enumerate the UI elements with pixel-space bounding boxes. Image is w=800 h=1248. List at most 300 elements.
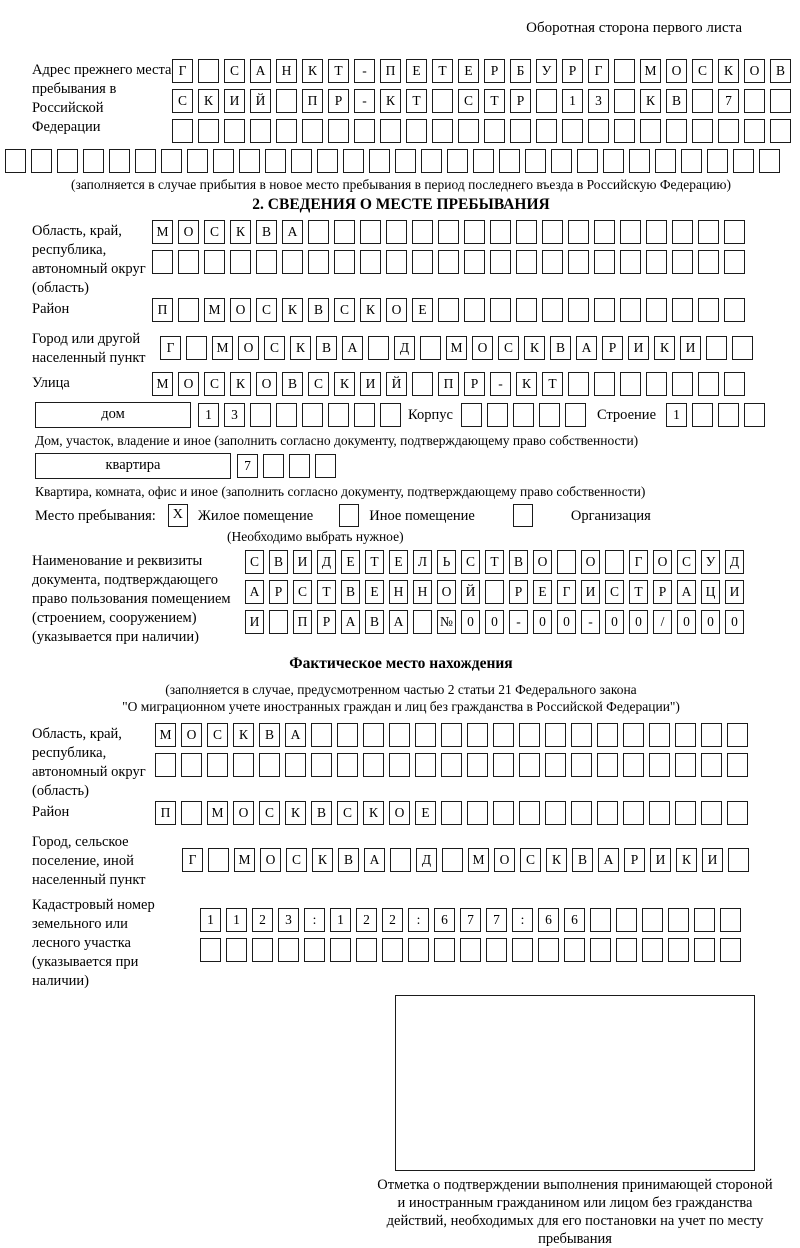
char-cell[interactable]: [542, 220, 563, 244]
char-cell[interactable]: [224, 119, 245, 143]
char-cell[interactable]: [594, 372, 615, 396]
char-cell[interactable]: О: [178, 220, 199, 244]
char-cell[interactable]: [485, 580, 504, 604]
char-cell[interactable]: Д: [416, 848, 437, 872]
char-cell[interactable]: [289, 454, 310, 478]
char-cell[interactable]: П: [293, 610, 312, 634]
char-cell[interactable]: Ь: [437, 550, 456, 574]
char-cell[interactable]: Ц: [701, 580, 720, 604]
char-cell[interactable]: [701, 801, 722, 825]
char-cell[interactable]: [614, 59, 635, 83]
char-cell[interactable]: [545, 801, 566, 825]
char-cell[interactable]: [597, 801, 618, 825]
char-cell[interactable]: [681, 149, 702, 173]
char-cell[interactable]: 1: [198, 403, 219, 427]
char-cell[interactable]: [675, 723, 696, 747]
char-cell[interactable]: [557, 550, 576, 574]
char-cell[interactable]: [302, 403, 323, 427]
char-cell[interactable]: С: [207, 723, 228, 747]
char-cell[interactable]: [545, 723, 566, 747]
char-cell[interactable]: [484, 119, 505, 143]
char-cell[interactable]: В: [316, 336, 337, 360]
char-cell[interactable]: О: [437, 580, 456, 604]
char-cell[interactable]: [620, 298, 641, 322]
char-cell[interactable]: 1: [200, 908, 221, 932]
char-cell[interactable]: [640, 119, 661, 143]
char-cell[interactable]: [441, 723, 462, 747]
char-cell[interactable]: К: [334, 372, 355, 396]
char-cell[interactable]: 0: [533, 610, 552, 634]
char-cell[interactable]: М: [155, 723, 176, 747]
char-cell[interactable]: [259, 753, 280, 777]
char-cell[interactable]: [562, 119, 583, 143]
char-cell[interactable]: Е: [458, 59, 479, 83]
char-cell[interactable]: С: [245, 550, 264, 574]
char-cell[interactable]: [389, 723, 410, 747]
char-cell[interactable]: [360, 220, 381, 244]
char-cell[interactable]: [343, 149, 364, 173]
char-cell[interactable]: [692, 119, 713, 143]
char-cell[interactable]: К: [380, 89, 401, 113]
char-cell[interactable]: [200, 938, 221, 962]
char-cell[interactable]: [406, 119, 427, 143]
char-cell[interactable]: [438, 298, 459, 322]
char-cell[interactable]: П: [438, 372, 459, 396]
char-cell[interactable]: [707, 149, 728, 173]
char-cell[interactable]: [568, 220, 589, 244]
char-cell[interactable]: Н: [389, 580, 408, 604]
char-cell[interactable]: [536, 119, 557, 143]
char-cell[interactable]: [542, 298, 563, 322]
char-cell[interactable]: Т: [365, 550, 384, 574]
char-cell[interactable]: [623, 753, 644, 777]
char-cell[interactable]: [614, 89, 635, 113]
char-cell[interactable]: [207, 753, 228, 777]
char-cell[interactable]: [668, 908, 689, 932]
char-cell[interactable]: Й: [461, 580, 480, 604]
char-cell[interactable]: К: [282, 298, 303, 322]
char-cell[interactable]: И: [725, 580, 744, 604]
char-cell[interactable]: [536, 89, 557, 113]
char-cell[interactable]: [178, 298, 199, 322]
char-cell[interactable]: 1: [226, 908, 247, 932]
char-cell[interactable]: А: [576, 336, 597, 360]
char-cell[interactable]: 0: [485, 610, 504, 634]
char-cell[interactable]: [649, 723, 670, 747]
char-cell[interactable]: [568, 250, 589, 274]
char-cell[interactable]: [382, 938, 403, 962]
char-cell[interactable]: [213, 149, 234, 173]
char-cell[interactable]: С: [334, 298, 355, 322]
char-cell[interactable]: -: [509, 610, 528, 634]
char-cell[interactable]: [542, 250, 563, 274]
char-cell[interactable]: С: [256, 298, 277, 322]
char-cell[interactable]: [263, 454, 284, 478]
char-cell[interactable]: -: [581, 610, 600, 634]
char-cell[interactable]: П: [302, 89, 323, 113]
char-cell[interactable]: [311, 723, 332, 747]
char-cell[interactable]: И: [245, 610, 264, 634]
char-cell[interactable]: [467, 723, 488, 747]
char-cell[interactable]: [597, 753, 618, 777]
char-cell[interactable]: [328, 119, 349, 143]
char-cell[interactable]: К: [230, 220, 251, 244]
char-cell[interactable]: [282, 250, 303, 274]
char-cell[interactable]: [302, 119, 323, 143]
char-cell[interactable]: [672, 298, 693, 322]
char-cell[interactable]: [698, 372, 719, 396]
char-cell[interactable]: [464, 250, 485, 274]
char-cell[interactable]: [155, 753, 176, 777]
char-cell[interactable]: [516, 250, 537, 274]
char-cell[interactable]: К: [363, 801, 384, 825]
char-cell[interactable]: О: [256, 372, 277, 396]
char-cell[interactable]: [230, 250, 251, 274]
char-cell[interactable]: [464, 220, 485, 244]
char-cell[interactable]: О: [494, 848, 515, 872]
char-cell[interactable]: Н: [413, 580, 432, 604]
char-cell[interactable]: [571, 753, 592, 777]
char-cell[interactable]: Т: [484, 89, 505, 113]
char-cell[interactable]: Р: [624, 848, 645, 872]
char-cell[interactable]: [727, 723, 748, 747]
char-cell[interactable]: О: [386, 298, 407, 322]
char-cell[interactable]: Е: [365, 580, 384, 604]
char-cell[interactable]: [565, 403, 586, 427]
char-cell[interactable]: -: [354, 89, 375, 113]
char-cell[interactable]: 6: [564, 908, 585, 932]
char-cell[interactable]: :: [512, 908, 533, 932]
char-cell[interactable]: [308, 250, 329, 274]
char-cell[interactable]: С: [204, 372, 225, 396]
char-cell[interactable]: [386, 220, 407, 244]
char-cell[interactable]: [490, 220, 511, 244]
char-cell[interactable]: [623, 723, 644, 747]
char-cell[interactable]: А: [341, 610, 360, 634]
char-cell[interactable]: 0: [725, 610, 744, 634]
char-cell[interactable]: [334, 250, 355, 274]
char-cell[interactable]: 1: [562, 89, 583, 113]
char-cell[interactable]: /: [653, 610, 672, 634]
char-cell[interactable]: [265, 149, 286, 173]
char-cell[interactable]: [603, 149, 624, 173]
char-cell[interactable]: [161, 149, 182, 173]
char-cell[interactable]: [672, 220, 693, 244]
char-cell[interactable]: [269, 610, 288, 634]
char-cell[interactable]: В: [256, 220, 277, 244]
char-cell[interactable]: [311, 753, 332, 777]
char-cell[interactable]: [512, 938, 533, 962]
char-cell[interactable]: Т: [629, 580, 648, 604]
char-cell[interactable]: [694, 938, 715, 962]
char-cell[interactable]: 1: [330, 908, 351, 932]
char-cell[interactable]: С: [172, 89, 193, 113]
char-cell[interactable]: [380, 119, 401, 143]
char-cell[interactable]: [198, 59, 219, 83]
char-cell[interactable]: [304, 938, 325, 962]
char-cell[interactable]: [642, 908, 663, 932]
char-cell[interactable]: [724, 250, 745, 274]
char-cell[interactable]: [308, 220, 329, 244]
char-cell[interactable]: [525, 149, 546, 173]
char-cell[interactable]: Г: [557, 580, 576, 604]
char-cell[interactable]: [571, 723, 592, 747]
char-cell[interactable]: М: [234, 848, 255, 872]
char-cell[interactable]: О: [178, 372, 199, 396]
char-cell[interactable]: [744, 89, 765, 113]
char-cell[interactable]: [233, 753, 254, 777]
char-cell[interactable]: [172, 119, 193, 143]
char-cell[interactable]: [5, 149, 26, 173]
char-cell[interactable]: [672, 372, 693, 396]
char-cell[interactable]: [441, 801, 462, 825]
char-cell[interactable]: №: [437, 610, 456, 634]
char-cell[interactable]: [438, 220, 459, 244]
char-cell[interactable]: [369, 149, 390, 173]
char-cell[interactable]: [649, 801, 670, 825]
char-cell[interactable]: [727, 753, 748, 777]
char-cell[interactable]: В: [308, 298, 329, 322]
char-cell[interactable]: [545, 753, 566, 777]
char-cell[interactable]: С: [498, 336, 519, 360]
checkbox-zhiloe[interactable]: X: [168, 504, 188, 527]
char-cell[interactable]: С: [293, 580, 312, 604]
char-cell[interactable]: К: [640, 89, 661, 113]
char-cell[interactable]: [187, 149, 208, 173]
char-cell[interactable]: 7: [237, 454, 258, 478]
char-cell[interactable]: [276, 403, 297, 427]
char-cell[interactable]: [649, 753, 670, 777]
char-cell[interactable]: [380, 403, 401, 427]
char-cell[interactable]: И: [650, 848, 671, 872]
char-cell[interactable]: С: [264, 336, 285, 360]
char-cell[interactable]: И: [224, 89, 245, 113]
char-cell[interactable]: Р: [602, 336, 623, 360]
char-cell[interactable]: [706, 336, 727, 360]
char-cell[interactable]: В: [666, 89, 687, 113]
char-cell[interactable]: Й: [386, 372, 407, 396]
char-cell[interactable]: [285, 753, 306, 777]
char-cell[interactable]: [668, 938, 689, 962]
char-cell[interactable]: К: [198, 89, 219, 113]
char-cell[interactable]: [420, 336, 441, 360]
char-cell[interactable]: К: [233, 723, 254, 747]
char-cell[interactable]: 0: [557, 610, 576, 634]
char-cell[interactable]: К: [290, 336, 311, 360]
char-cell[interactable]: 0: [605, 610, 624, 634]
char-cell[interactable]: [727, 801, 748, 825]
char-cell[interactable]: 0: [629, 610, 648, 634]
char-cell[interactable]: [250, 119, 271, 143]
char-cell[interactable]: [330, 938, 351, 962]
char-cell[interactable]: О: [181, 723, 202, 747]
char-cell[interactable]: Г: [172, 59, 193, 83]
char-cell[interactable]: [655, 149, 676, 173]
char-cell[interactable]: [256, 250, 277, 274]
char-cell[interactable]: Б: [510, 59, 531, 83]
char-cell[interactable]: [597, 723, 618, 747]
char-cell[interactable]: [226, 938, 247, 962]
char-cell[interactable]: С: [520, 848, 541, 872]
char-cell[interactable]: [698, 220, 719, 244]
char-cell[interactable]: [577, 149, 598, 173]
char-cell[interactable]: В: [311, 801, 332, 825]
char-cell[interactable]: [415, 753, 436, 777]
char-cell[interactable]: [386, 250, 407, 274]
char-cell[interactable]: [83, 149, 104, 173]
char-cell[interactable]: [337, 753, 358, 777]
char-cell[interactable]: [744, 403, 765, 427]
char-cell[interactable]: [551, 149, 572, 173]
char-cell[interactable]: А: [245, 580, 264, 604]
char-cell[interactable]: И: [293, 550, 312, 574]
char-cell[interactable]: 3: [278, 908, 299, 932]
char-cell[interactable]: О: [744, 59, 765, 83]
char-cell[interactable]: [728, 848, 749, 872]
char-cell[interactable]: К: [718, 59, 739, 83]
char-cell[interactable]: [442, 848, 463, 872]
char-cell[interactable]: Т: [542, 372, 563, 396]
char-cell[interactable]: [467, 801, 488, 825]
char-cell[interactable]: О: [260, 848, 281, 872]
char-cell[interactable]: [620, 250, 641, 274]
char-cell[interactable]: [594, 250, 615, 274]
char-cell[interactable]: 2: [252, 908, 273, 932]
char-cell[interactable]: [720, 938, 741, 962]
char-cell[interactable]: [724, 220, 745, 244]
char-cell[interactable]: Л: [413, 550, 432, 574]
char-cell[interactable]: А: [342, 336, 363, 360]
char-cell[interactable]: [724, 298, 745, 322]
char-cell[interactable]: К: [524, 336, 545, 360]
char-cell[interactable]: [412, 220, 433, 244]
char-cell[interactable]: [666, 119, 687, 143]
char-cell[interactable]: [57, 149, 78, 173]
char-cell[interactable]: Г: [160, 336, 181, 360]
char-cell[interactable]: [432, 119, 453, 143]
char-cell[interactable]: [415, 723, 436, 747]
char-cell[interactable]: [363, 723, 384, 747]
char-cell[interactable]: Е: [389, 550, 408, 574]
char-cell[interactable]: [620, 220, 641, 244]
char-cell[interactable]: М: [212, 336, 233, 360]
char-cell[interactable]: У: [536, 59, 557, 83]
char-cell[interactable]: :: [408, 908, 429, 932]
char-cell[interactable]: [759, 149, 780, 173]
char-cell[interactable]: В: [269, 550, 288, 574]
char-cell[interactable]: [186, 336, 207, 360]
char-cell[interactable]: [499, 149, 520, 173]
char-cell[interactable]: [588, 119, 609, 143]
char-cell[interactable]: 3: [224, 403, 245, 427]
checkbox-organizatsiya[interactable]: [513, 504, 533, 527]
char-cell[interactable]: П: [152, 298, 173, 322]
char-cell[interactable]: 0: [461, 610, 480, 634]
char-cell[interactable]: [516, 220, 537, 244]
char-cell[interactable]: И: [680, 336, 701, 360]
char-cell[interactable]: [490, 250, 511, 274]
char-cell[interactable]: [487, 403, 508, 427]
char-cell[interactable]: Е: [412, 298, 433, 322]
char-cell[interactable]: [571, 801, 592, 825]
char-cell[interactable]: [519, 723, 540, 747]
char-cell[interactable]: [519, 753, 540, 777]
char-cell[interactable]: [675, 753, 696, 777]
char-cell[interactable]: А: [389, 610, 408, 634]
char-cell[interactable]: [178, 250, 199, 274]
char-cell[interactable]: А: [677, 580, 696, 604]
char-cell[interactable]: Т: [328, 59, 349, 83]
char-cell[interactable]: [464, 298, 485, 322]
char-cell[interactable]: [718, 403, 739, 427]
char-cell[interactable]: У: [701, 550, 720, 574]
char-cell[interactable]: [616, 908, 637, 932]
char-cell[interactable]: К: [230, 372, 251, 396]
char-cell[interactable]: [672, 250, 693, 274]
char-cell[interactable]: М: [468, 848, 489, 872]
char-cell[interactable]: П: [380, 59, 401, 83]
char-cell[interactable]: Г: [629, 550, 648, 574]
char-cell[interactable]: [460, 938, 481, 962]
char-cell[interactable]: К: [360, 298, 381, 322]
char-cell[interactable]: П: [155, 801, 176, 825]
char-cell[interactable]: [412, 250, 433, 274]
char-cell[interactable]: [568, 298, 589, 322]
char-cell[interactable]: [519, 801, 540, 825]
char-cell[interactable]: А: [250, 59, 271, 83]
char-cell[interactable]: О: [666, 59, 687, 83]
char-cell[interactable]: [109, 149, 130, 173]
char-cell[interactable]: [467, 753, 488, 777]
char-cell[interactable]: [458, 119, 479, 143]
char-cell[interactable]: [646, 250, 667, 274]
char-cell[interactable]: Р: [562, 59, 583, 83]
char-cell[interactable]: Р: [317, 610, 336, 634]
char-cell[interactable]: Т: [406, 89, 427, 113]
char-cell[interactable]: Р: [464, 372, 485, 396]
char-cell[interactable]: [276, 89, 297, 113]
char-cell[interactable]: С: [461, 550, 480, 574]
char-cell[interactable]: И: [360, 372, 381, 396]
char-cell[interactable]: [493, 801, 514, 825]
char-cell[interactable]: -: [354, 59, 375, 83]
char-cell[interactable]: С: [605, 580, 624, 604]
char-cell[interactable]: [516, 298, 537, 322]
char-cell[interactable]: [354, 403, 375, 427]
char-cell[interactable]: В: [509, 550, 528, 574]
char-cell[interactable]: [434, 938, 455, 962]
char-cell[interactable]: Р: [484, 59, 505, 83]
char-cell[interactable]: [204, 250, 225, 274]
char-cell[interactable]: [354, 119, 375, 143]
char-cell[interactable]: В: [365, 610, 384, 634]
char-cell[interactable]: Р: [653, 580, 672, 604]
char-cell[interactable]: [490, 298, 511, 322]
char-cell[interactable]: [646, 298, 667, 322]
char-cell[interactable]: [564, 938, 585, 962]
char-cell[interactable]: О: [581, 550, 600, 574]
char-cell[interactable]: К: [516, 372, 537, 396]
char-cell[interactable]: [181, 801, 202, 825]
char-cell[interactable]: 2: [382, 908, 403, 932]
char-cell[interactable]: [493, 753, 514, 777]
char-cell[interactable]: К: [312, 848, 333, 872]
char-cell[interactable]: [390, 848, 411, 872]
char-cell[interactable]: Г: [182, 848, 203, 872]
char-cell[interactable]: С: [204, 220, 225, 244]
char-cell[interactable]: [675, 801, 696, 825]
char-cell[interactable]: 1: [666, 403, 687, 427]
